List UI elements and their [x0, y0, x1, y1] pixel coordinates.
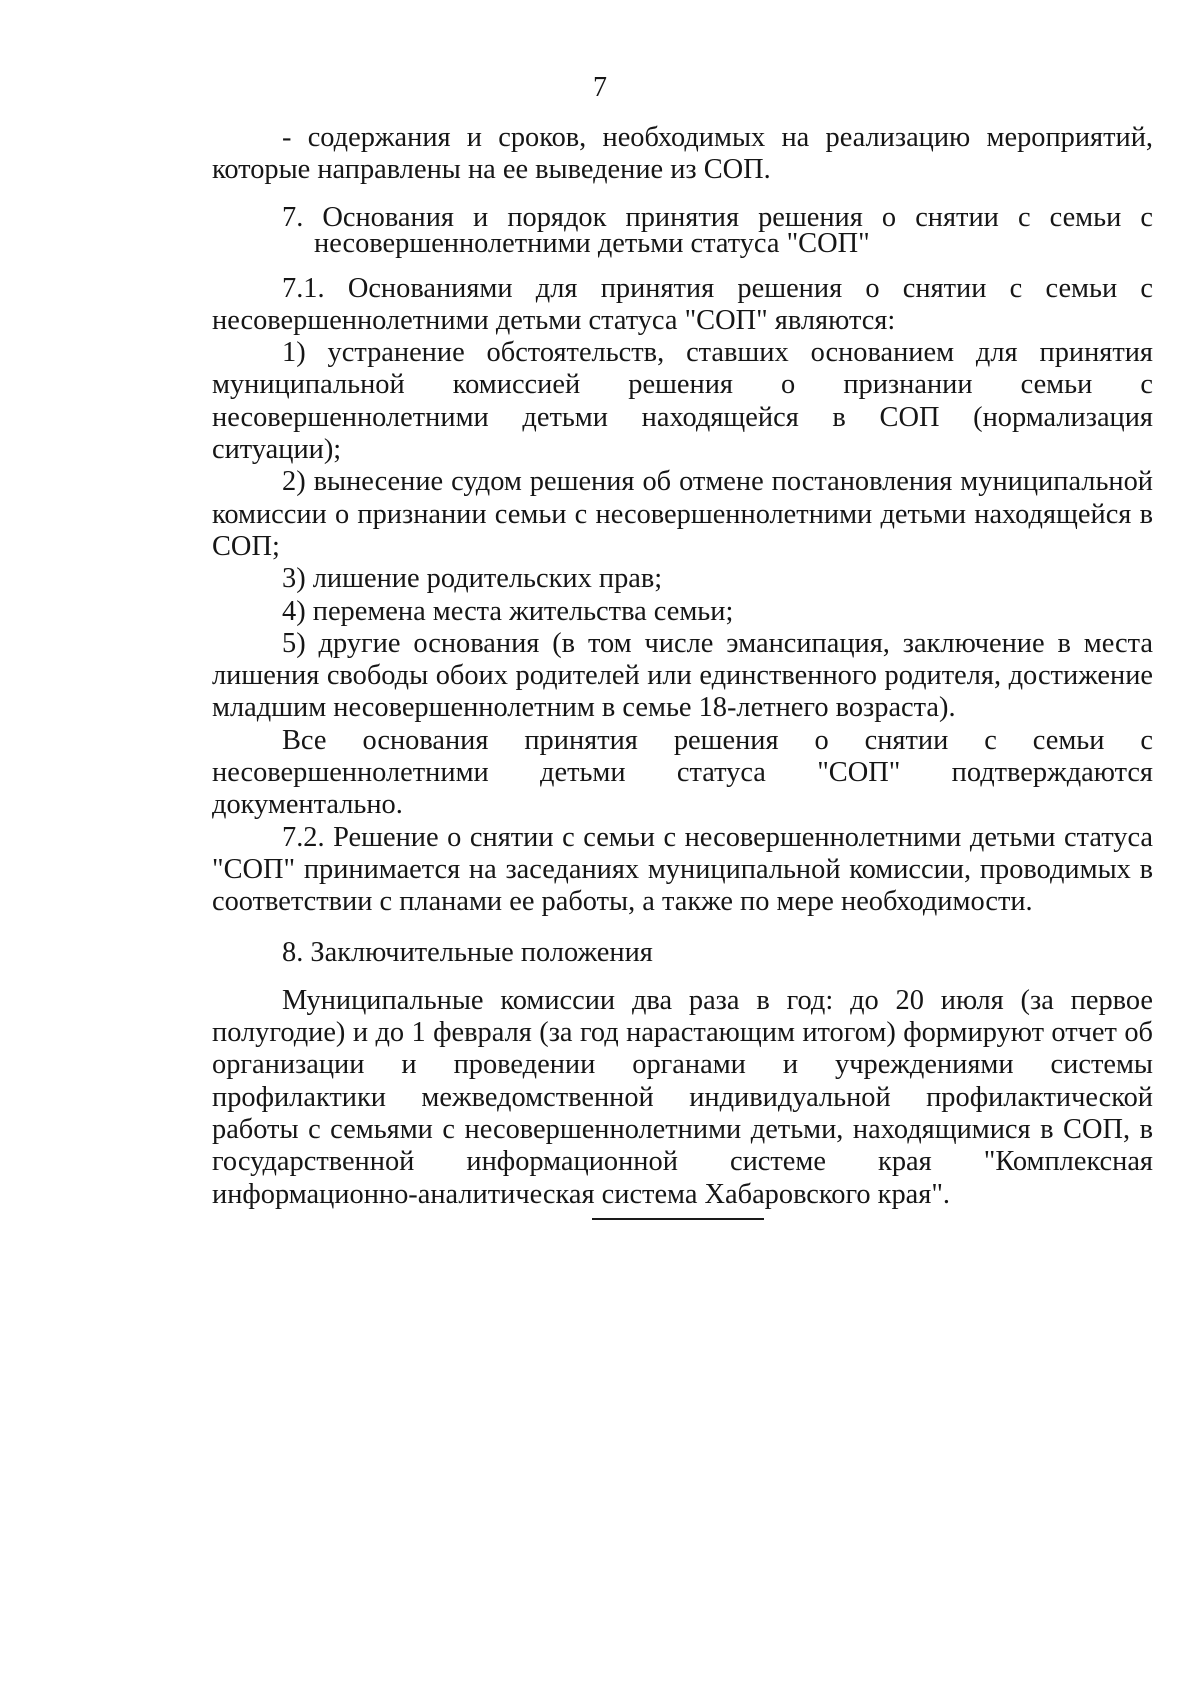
end-of-document-rule [592, 1218, 764, 1220]
paragraph-content-terms: - содержания и сроков, необходимых на реализацию мероприятий, которые направлены на ее выведение из СОП. [212, 122, 1153, 186]
paragraph-7-1: 7.1. Основаниями для принятия решения о снятии с семьи с несовершеннолетними детьми статуса "СОП" являются: [212, 272, 1153, 336]
list-item-1: 1) устранение обстоятельств, ставших основанием для принятия муниципальной комиссией решения о признании семьи с несовершеннолетними детьми находящейся в СОП (нормализация ситуации); [212, 337, 1153, 466]
document-body [212, 122, 1153, 1211]
list-item-2: 2) вынесение судом решения об отмене постановления муниципальной комиссии о признании семьи с несовершеннолетними детьми находящейся в СОП; [212, 466, 1153, 562]
list-item-4: 4) перемена места жительства семьи; [282, 595, 734, 627]
section-7-heading [212, 201, 1153, 259]
paragraph-final-provisions: Муниципальные комиссии два раза в год: до 20 июля (за первое полугодие) и до 1 февраля (за год нарастающим итогом) формируют отчет об организации и проведении органами и учреждениями системы профилактики межведомственной индивидуальной профилактической работы с семьями с несовершеннолетними детьми, находящимися в СОП, в государственной информационной системе края "Комплексная информационно-аналитическая система Хабаровского края". [212, 984, 1153, 1210]
section-8-heading: 8. Заключительные положения [282, 936, 653, 968]
page-number: 7 [593, 72, 607, 103]
list-item-5: 5) другие основания (в том числе эмансипация, заключение в места лишения свободы обоих родителей или единственного родителя, достижение младшим несовершеннолетним в семье 18-летнего возраста). [212, 627, 1153, 724]
paragraph-7-2: 7.2. Решение о снятии с семьи с несовершеннолетними детьми статуса "СОП" принимается на заседаниях муниципальной комиссии, проводимых в соответствии с планами ее работы, а также по мере необходимости. [212, 821, 1153, 918]
list-item-3: 3) лишение родительских прав; [282, 563, 663, 595]
paragraph-documented: Все основания принятия решения о снятии с семьи с несовершеннолетними детьми статуса "СОП" подтверждаются документально. [212, 724, 1153, 821]
section-7-heading-text: 7. Основания и порядок принятия решения о снятии с семьи с несовершеннолетними детьми статуса "СОП" [282, 201, 1153, 259]
